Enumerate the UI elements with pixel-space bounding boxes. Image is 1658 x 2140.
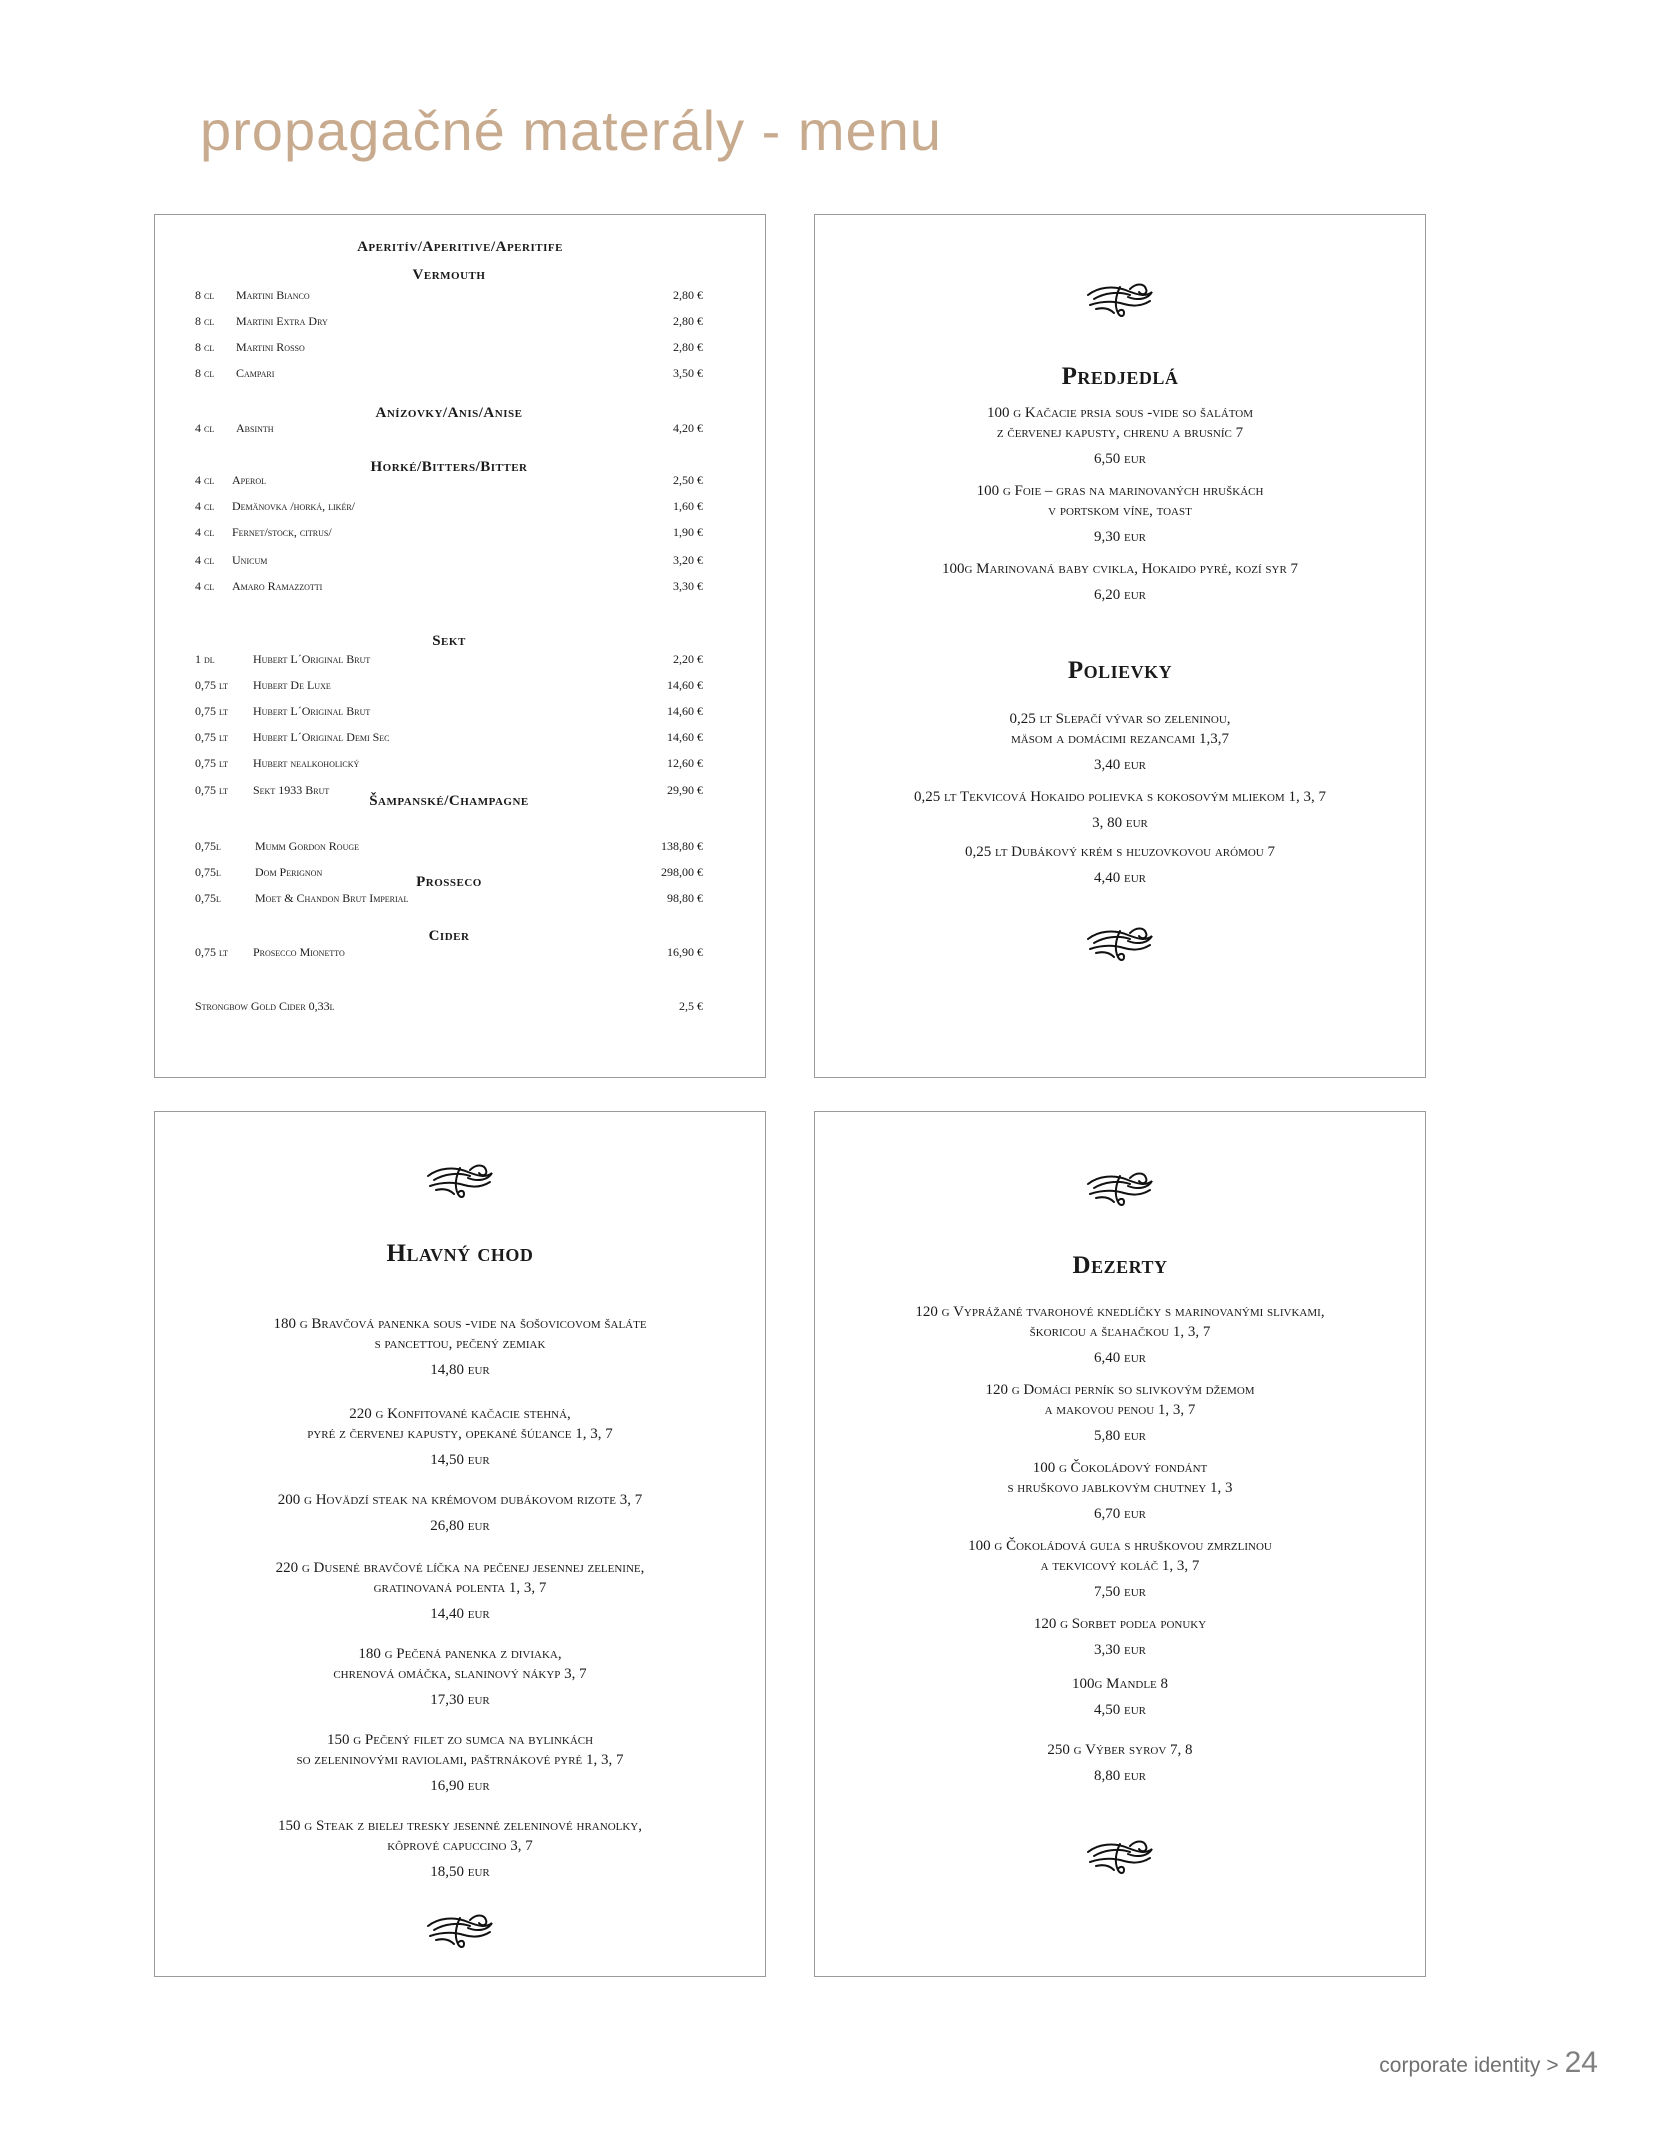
drink-name: Unicum (232, 553, 268, 567)
aperitif-heading: Aperitív/Aperitive/Aperitife (357, 239, 563, 255)
drink-quantity: 0,75 lt (195, 730, 229, 744)
dish-description: škoricou a šľahačkou 1, 3, 7 (1029, 1324, 1211, 1340)
drink-row (195, 525, 703, 541)
dish-price: 7,50 eur (1094, 1584, 1146, 1600)
flourish-ornament-icon (1084, 279, 1156, 325)
dish-price: 3,30 eur (1094, 1642, 1146, 1658)
dish-price: 14,50 eur (430, 1452, 490, 1468)
drink-name: Campari (236, 366, 275, 380)
dish-description: 120 g Sorbet podľa ponuky (1033, 1616, 1207, 1632)
dish-description: 220 g Konfitované kačacie stehná, (349, 1406, 571, 1422)
page-footer (1379, 2046, 1598, 2080)
menu-dish (815, 1614, 1425, 1660)
drink-category-title: Prosseco (416, 874, 482, 890)
dish-description: mäsom a domácimi rezancami 1,3,7 (1011, 731, 1229, 747)
drink-category-title: Sekt (432, 633, 466, 649)
drink-price: 2,20 € (673, 652, 703, 666)
drink-row (195, 839, 703, 855)
drink-quantity: 8 cl (195, 314, 215, 328)
drink-quantity: Strongbow Gold Cider 0,33l (195, 999, 335, 1013)
dish-price: 6,40 eur (1094, 1350, 1146, 1366)
dish-description: 0,25 lt Dubákový krém s hľuzovkovou arómou 7 (965, 844, 1275, 860)
menu-dish (815, 787, 1425, 833)
dish-description: 180 g Bravčová panenka sous -vide na šošovicovom šaláte (273, 1316, 647, 1332)
drink-quantity: 4 cl (195, 499, 215, 513)
dish-price: 4,50 eur (1094, 1702, 1146, 1718)
drink-quantity: 0,75l (195, 891, 221, 905)
drink-price: 16,90 € (667, 945, 703, 959)
dish-description: 100g Marinovaná baby cvikla, Hokaido pyré, kozí syr 7 (941, 561, 1299, 577)
drink-name: Martini Bianco (236, 288, 310, 302)
aperitif-menu-card (154, 214, 766, 1078)
dish-description: 100 g Čokoládová guľa s hruškovou zmrzlinou (968, 1538, 1272, 1554)
drink-price: 2,50 € (673, 473, 703, 487)
dish-description: 100 g Čokoládový fondánt (1032, 1460, 1208, 1476)
flourish-ornament-icon (1084, 1836, 1156, 1882)
menu-dish (815, 403, 1425, 469)
drink-row (195, 891, 703, 907)
drink-row (195, 288, 703, 304)
menu-dish (155, 1490, 765, 1536)
dish-description: 0,25 lt Slepačí vývar so zeleninou, (1009, 711, 1231, 727)
menu-dish (815, 1740, 1425, 1786)
drink-category-title: Horké/Bitters/Bitter (370, 459, 528, 475)
menu-dish (155, 1404, 765, 1470)
drink-name: Prosecco Mionetto (253, 945, 345, 959)
drink-row (195, 499, 703, 515)
dish-price: 18,50 eur (430, 1864, 490, 1880)
drink-row (195, 945, 703, 961)
menu-dish (815, 1674, 1425, 1720)
drink-row (195, 366, 703, 382)
drink-price: 2,5 € (679, 999, 703, 1013)
footer-label: corporate identity (1379, 2054, 1541, 2077)
drink-row (195, 579, 703, 595)
dish-description: 200 g Hovädzí steak na krémovom dubákovom rizote 3, 7 (277, 1492, 643, 1508)
dish-description: a tekvicový koláč 1, 3, 7 (1040, 1558, 1200, 1574)
menu-dish (815, 1302, 1425, 1368)
drink-quantity: 0,75 lt (195, 678, 229, 692)
drink-name: Dom Perignon (255, 865, 323, 879)
dish-description: v portskom víne, toast (1048, 503, 1192, 519)
main-course-card (154, 1111, 766, 1977)
drink-category-title: Šampanské/Champagne (369, 793, 529, 809)
dish-description: 100g Mandle 8 (1071, 1676, 1169, 1692)
drink-price: 14,60 € (667, 678, 703, 692)
drink-name: Fernet/stock, citrus/ (232, 525, 332, 539)
drink-name: Aperol (232, 473, 267, 487)
dish-description: so zeleninovými raviolami, paštrnákové pyré 1, 3, 7 (296, 1752, 624, 1768)
drink-row (195, 314, 703, 330)
dish-price: 16,90 eur (430, 1778, 490, 1794)
flourish-ornament-icon (424, 1160, 496, 1206)
dish-description: 100 g Kačacie prsia sous -vide so šalátom (986, 405, 1254, 421)
dish-description: kôprové capuccino 3, 7 (387, 1838, 533, 1854)
drink-quantity: 4 cl (195, 473, 215, 487)
dish-description: 150 g Pečený filet zo sumca na bylinkách (326, 1732, 594, 1748)
drink-name: Moet & Chandon Brut Imperial (255, 891, 409, 905)
drink-name: Sekt 1933 Brut (253, 783, 330, 797)
drink-quantity: 0,75 lt (195, 945, 229, 959)
dish-description: 120 g Vyprážané tvarohové knedlíčky s marinovanými slivkami, (915, 1304, 1325, 1320)
drink-name: Amaro Ramazzotti (232, 579, 323, 593)
drink-price: 4,20 € (673, 421, 703, 435)
dish-description: gratinovaná polenta 1, 3, 7 (373, 1580, 547, 1596)
drink-row (195, 678, 703, 694)
drink-quantity: 0,75 lt (195, 756, 229, 770)
dish-price: 8,80 eur (1094, 1768, 1146, 1784)
menu-dish (155, 1730, 765, 1796)
drink-row (195, 999, 703, 1015)
drink-price: 12,60 € (667, 756, 703, 770)
drink-name: Absinth (236, 421, 274, 435)
dish-price: 6,70 eur (1094, 1506, 1146, 1522)
dish-description: z červenej kapusty, chrenu a brusníc 7 (996, 425, 1244, 441)
menu-dish (155, 1816, 765, 1882)
drink-row (195, 652, 703, 668)
dish-price: 14,80 eur (430, 1362, 490, 1378)
menu-dish (815, 1536, 1425, 1602)
drink-quantity: 4 cl (195, 553, 215, 567)
flourish-ornament-icon (1084, 1168, 1156, 1214)
dish-description: pyré z červenej kapusty, opekané šúľance 1, 3, 7 (307, 1426, 613, 1442)
drink-row (195, 756, 703, 772)
page-number: 24 (1564, 2046, 1598, 2079)
dish-description: a makovou penou 1, 3, 7 (1044, 1402, 1196, 1418)
dish-price: 17,30 eur (430, 1692, 490, 1708)
drink-quantity: 8 cl (195, 340, 215, 354)
dish-price: 3, 80 eur (1092, 815, 1148, 831)
drink-name: Hubert De Luxe (253, 678, 331, 692)
drink-quantity: 0,75 lt (195, 783, 229, 797)
drink-price: 138,80 € (661, 839, 703, 853)
drink-quantity: 4 cl (195, 421, 215, 435)
drink-quantity: 0,75 lt (195, 704, 229, 718)
dish-price: 6,20 eur (1094, 587, 1146, 603)
drink-price: 1,90 € (673, 525, 703, 539)
menu-dish (815, 1458, 1425, 1524)
dish-price: 4,40 eur (1094, 870, 1146, 886)
drink-quantity: 8 cl (195, 288, 215, 302)
drink-row (195, 730, 703, 746)
drink-price: 3,30 € (673, 579, 703, 593)
menu-dish (815, 481, 1425, 547)
drink-quantity: 1 dl (195, 652, 215, 666)
drink-row (195, 473, 703, 489)
starters-soups-card (814, 214, 1426, 1078)
flourish-ornament-icon (1084, 923, 1156, 969)
menu-dish (155, 1644, 765, 1710)
dish-price: 3,40 eur (1094, 757, 1146, 773)
flourish-ornament-icon (424, 1910, 496, 1956)
drink-category-title: Vermouth (412, 267, 486, 283)
dish-description: chrenová omáčka, slaninový nákyp 3, 7 (333, 1666, 587, 1682)
drink-name: Mumm Gordon Rouge (255, 839, 360, 853)
page-title: propagačné materály - menu (200, 99, 942, 162)
drink-price: 1,60 € (673, 499, 703, 513)
drink-quantity: 8 cl (195, 366, 215, 380)
starters-title: Predjedlá (1061, 363, 1179, 390)
drink-name: Hubert L´Original Brut (253, 652, 371, 666)
dish-description: 150 g Steak z bielej tresky jesenné zeleninové hranolky, (278, 1818, 642, 1834)
drink-quantity: 4 cl (195, 525, 215, 539)
drink-category-title: Cider (428, 928, 470, 944)
drink-row (195, 553, 703, 569)
dish-description: 100 g Foie – gras na marinovaných hruškách (976, 483, 1264, 499)
drink-quantity: 0,75l (195, 865, 221, 879)
dish-description: 0,25 lt Tekvicová Hokaido polievka s kokosovým mliekom 1, 3, 7 (914, 789, 1326, 805)
drink-name: Demänovka /horká, likér/ (232, 499, 355, 513)
menu-dish (815, 559, 1425, 605)
drink-row (195, 340, 703, 356)
drink-quantity: 4 cl (195, 579, 215, 593)
dish-description: s hruškovo jablkovým chutney 1, 3 (1007, 1480, 1233, 1496)
drink-name: Hubert nealkoholický (253, 756, 360, 770)
drink-price: 14,60 € (667, 704, 703, 718)
drink-price: 29,90 € (667, 783, 703, 797)
drink-price: 2,80 € (673, 288, 703, 302)
dish-price: 6,50 eur (1094, 451, 1146, 467)
desserts-card (814, 1111, 1426, 1977)
soups-title: Polievky (1067, 657, 1173, 684)
drink-row (195, 421, 703, 437)
drink-quantity: 0,75l (195, 839, 221, 853)
drink-price: 2,80 € (673, 340, 703, 354)
drink-price: 14,60 € (667, 730, 703, 744)
main-course-title: Hlavný chod (386, 1240, 534, 1267)
menu-dish (815, 1380, 1425, 1446)
drink-name: Martini Extra Dry (236, 314, 328, 328)
dish-price: 9,30 eur (1094, 529, 1146, 545)
desserts-title: Dezerty (1072, 1252, 1168, 1279)
drink-name: Hubert L´Original Brut (253, 704, 371, 718)
drink-price: 3,20 € (673, 553, 703, 567)
footer-arrow: > (1546, 2054, 1559, 2077)
drink-name: Hubert L´Original Demi Sec (253, 730, 390, 744)
menu-dish (155, 1558, 765, 1624)
dish-description: s pancettou, pečený zemiak (374, 1336, 546, 1352)
dish-description: 180 g Pečená panenka z diviaka, (358, 1646, 562, 1662)
dish-price: 14,40 eur (430, 1606, 490, 1622)
drink-price: 298,00 € (661, 865, 703, 879)
drink-name: Martini Rosso (236, 340, 305, 354)
drink-price: 98,80 € (667, 891, 703, 905)
dish-description: 220 g Dusené bravčové líčka na pečenej jesennej zelenine, (275, 1560, 645, 1576)
drink-category-title: Anízovky/Anis/Anise (375, 405, 523, 421)
dish-description: 120 g Domáci perník so slivkovým džemom (985, 1382, 1255, 1398)
drink-row (195, 704, 703, 720)
dish-price: 5,80 eur (1094, 1428, 1146, 1444)
dish-description: 250 g Výber syrov 7, 8 (1047, 1742, 1193, 1758)
menu-dish (815, 709, 1425, 775)
menu-dish (155, 1314, 765, 1380)
dish-price: 26,80 eur (430, 1518, 490, 1534)
drink-price: 2,80 € (673, 314, 703, 328)
menu-dish (815, 842, 1425, 888)
drink-price: 3,50 € (673, 366, 703, 380)
